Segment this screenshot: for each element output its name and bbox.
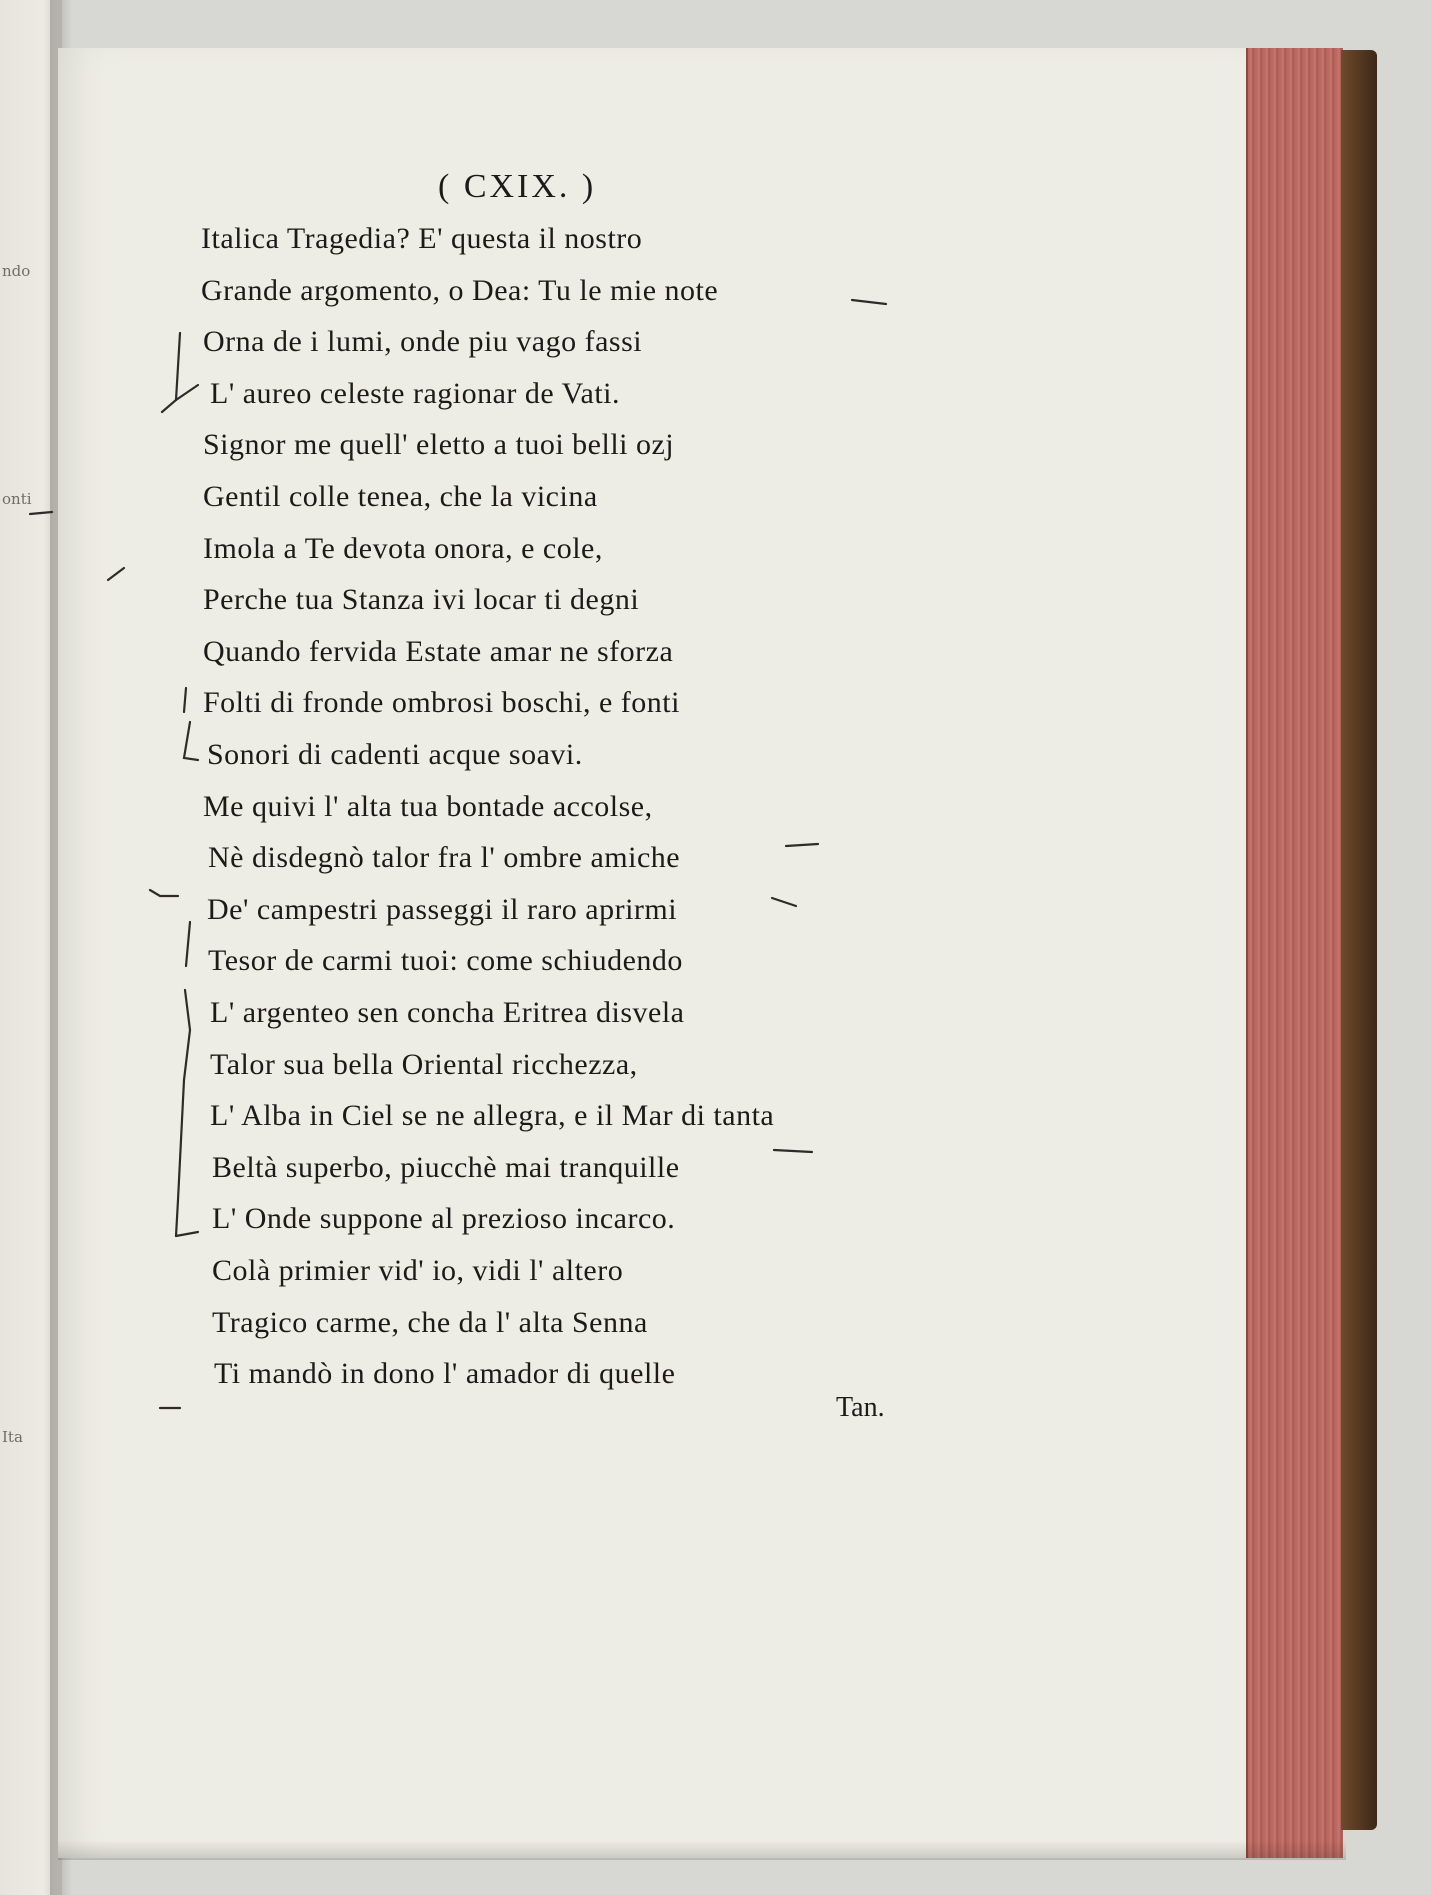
text-line: De' campestri passeggi il raro aprirmi: [207, 892, 678, 926]
margin-stroke-mark: [772, 898, 796, 906]
margin-bracket-mark: [176, 990, 190, 1236]
text-line: Tesor de carmi tuoi: come schiudendo: [208, 944, 683, 978]
text-line: Beltà superbo, piucchè mai tranquille: [212, 1150, 680, 1184]
text-line: Me quivi l' alta tua bontade accolse,: [203, 789, 653, 823]
text-line: Italica Tragedia? E' questa il nostro: [201, 222, 643, 255]
margin-bracket-mark: [176, 1232, 198, 1236]
text-line: Orna de i lumi, onde piu vago fassi: [203, 325, 643, 359]
margin-stroke-mark: [150, 890, 178, 896]
margin-stroke-mark: [786, 844, 818, 846]
text-line: Nè disdegnò talor fra l' ombre amiche: [208, 841, 681, 875]
catchword: Tan.: [836, 1392, 885, 1423]
left-margin-fragment: Ita: [2, 1428, 23, 1446]
text-line: Talor sua bella Oriental ricchezza,: [210, 1047, 638, 1081]
margin-stroke-mark: [774, 1150, 812, 1152]
text-line: Ti mandò in dono l' amador di quelle: [214, 1357, 676, 1391]
text-line: Imola a Te devota onora, e cole,: [203, 531, 603, 565]
margin-stroke-mark: [30, 512, 52, 514]
text-line: Grande argomento, o Dea: Tu le mie note: [201, 273, 719, 307]
text-line: Folti di fronde ombrosi boschi, e fonti: [203, 686, 680, 720]
text-line: Gentil colle tenea, che la vicina: [203, 480, 598, 513]
margin-bracket-mark: [186, 922, 190, 966]
margin-bracket-mark: [184, 722, 198, 760]
left-margin-fragment: ndo: [2, 262, 31, 280]
page-header: ( CXIX. ): [438, 168, 597, 205]
left-margin-fragment: onti: [2, 490, 32, 508]
text-line: Perche tua Stanza ivi locar ti degni: [203, 583, 640, 617]
text-line: Sonori di cadenti acque soavi.: [207, 738, 583, 771]
text-line: Quando fervida Estate amar ne sforza: [203, 634, 674, 668]
text-line: Tragico carme, che da l' alta Senna: [212, 1305, 648, 1339]
margin-stroke-mark: [852, 300, 886, 304]
text-line: Signor me quell' eletto a tuoi belli ozj: [203, 428, 675, 462]
text-line: L' Alba in Ciel se ne allegra, e il Mar di tanta: [210, 1099, 775, 1133]
text-line: Colà primier vid' io, vidi l' altero: [212, 1254, 624, 1287]
text-line: L' aureo celeste ragionar de Vati.: [210, 376, 621, 410]
text-line: L' Onde suppone al prezioso incarco.: [212, 1202, 676, 1236]
text-line: L' argenteo sen concha Eritrea disvela: [210, 996, 685, 1029]
margin-stroke-mark: [108, 568, 124, 580]
margin-bracket-mark: [176, 385, 198, 400]
margin-bracket-mark: [184, 688, 186, 712]
